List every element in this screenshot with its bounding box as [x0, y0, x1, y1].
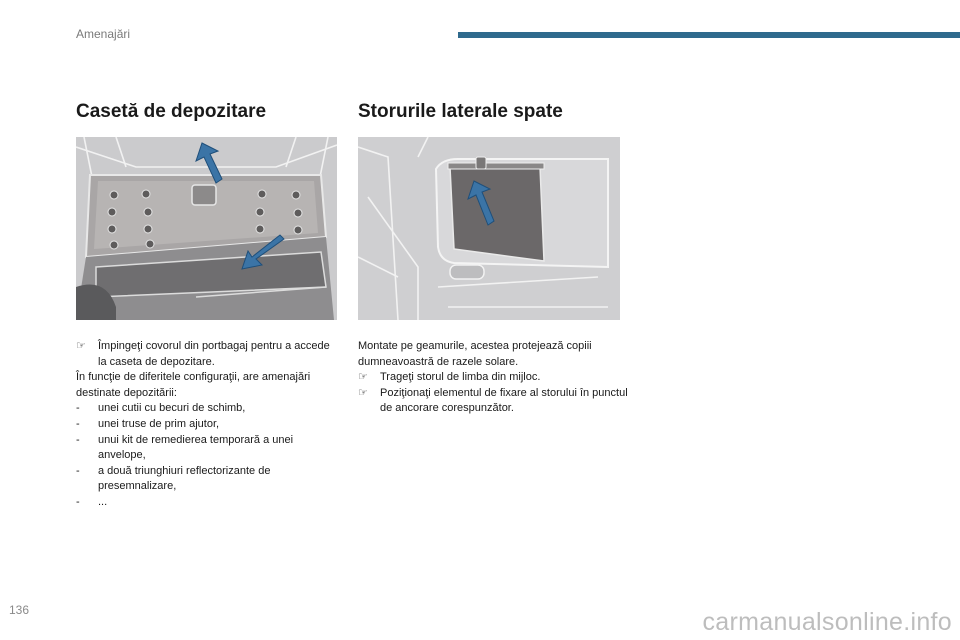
side-blind-drawing: [358, 137, 620, 320]
paragraph: [358, 339, 628, 370]
paragraph-text: În funcţie de diferitele configuraţii, are amenajări destinate depozitării:: [76, 371, 311, 399]
instruction-text: Poziţionaţi elementul de fixare al storului în punctul de ancorare corespunzător.: [380, 386, 628, 415]
instruction-row: [358, 370, 628, 386]
list-item: [76, 464, 336, 495]
header-accent-bar: [458, 32, 960, 38]
list-item: [76, 401, 336, 417]
list-item-text: unei truse de prim ajutor,: [98, 417, 220, 430]
storage-box-drawing: [76, 137, 337, 320]
pointing-hand-icon: ☞: [358, 386, 368, 399]
list-item: [76, 495, 336, 511]
list-dash: -: [76, 402, 80, 415]
storage-box-title: Casetă de depozitare: [76, 101, 267, 122]
list-item-text: ...: [98, 495, 108, 508]
storage-box-text: [76, 339, 336, 511]
instruction-row: [358, 386, 628, 417]
page-number: 136: [9, 603, 30, 617]
pointing-hand-icon: ☞: [76, 340, 86, 352]
list-item-text: unui kit de remedierea temporară a unei anvelope,: [98, 433, 294, 462]
list-item-text: unei cutii cu becuri de schimb,: [98, 402, 246, 415]
list-item: [76, 417, 336, 433]
list-dash: -: [76, 433, 80, 446]
side-blinds-text: [358, 339, 628, 417]
instruction-row: [76, 339, 336, 370]
rear-side-blinds-title: Storurile laterale spate: [358, 101, 563, 122]
list-dash: -: [76, 495, 80, 508]
instruction-text: Trageţi storul de limba din mijloc.: [380, 371, 541, 384]
storage-box-illustration: [76, 137, 337, 320]
section-header-title: Amenajări: [76, 27, 131, 41]
paragraph: [76, 370, 336, 401]
watermark: carmanualsonline.info: [702, 608, 952, 636]
list-dash: -: [76, 417, 80, 430]
paragraph-text: Montate pe geamurile, acestea protejează copiii dumneavoastră de razele solare.: [358, 340, 592, 368]
pointing-hand-icon: ☞: [358, 371, 368, 384]
list-dash: -: [76, 464, 80, 477]
rear-side-blind-illustration: [358, 137, 620, 320]
list-item-text: a două triunghiuri reflectorizante de presemnalizare,: [98, 464, 271, 493]
instruction-text: Împingeţi covorul din portbagaj pentru a accede la caseta de depozitare.: [98, 340, 330, 368]
list-item: [76, 433, 336, 464]
